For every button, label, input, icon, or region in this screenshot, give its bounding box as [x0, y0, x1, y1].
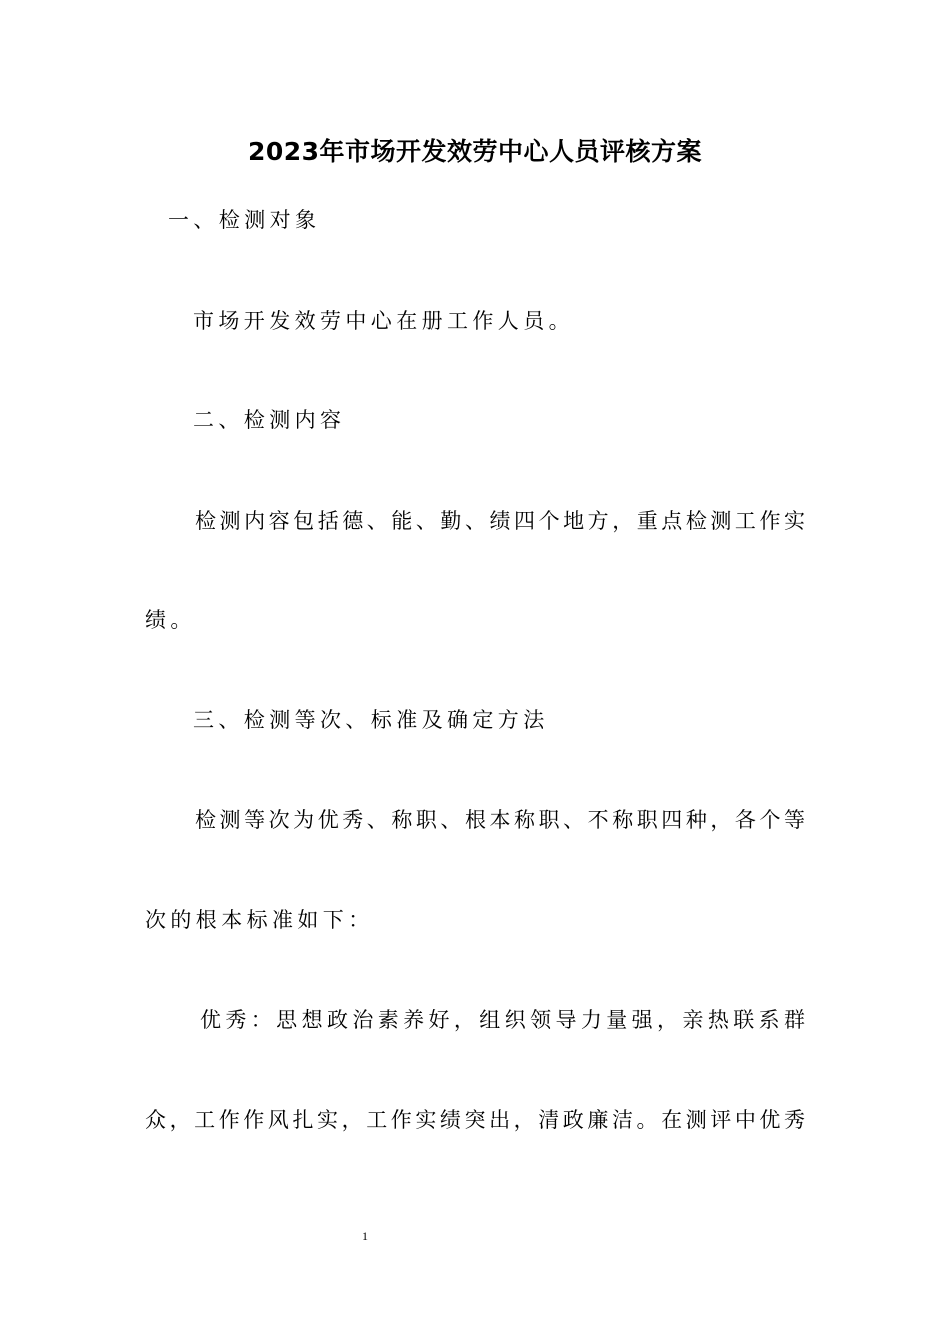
section-heading-1: 一、检测对象 — [168, 208, 321, 232]
paragraph-3-line-2: 次的根本标准如下： — [145, 908, 374, 932]
section-heading-2: 二、检测内容 — [193, 408, 346, 432]
paragraph-3-line-1: 检测等次为优秀、称职、根本称职、不称职四种，各个等 — [195, 808, 805, 832]
document-title: 2023年市场开发效劳中心人员评核方案 — [247, 137, 703, 166]
paragraph-4-line-1: 优秀：思想政治素养好，组织领导力量强，亲热联系群 — [200, 1008, 805, 1032]
paragraph-2-line-1: 检测内容包括德、能、勤、绩四个地方，重点检测工作实 — [195, 509, 805, 533]
page-number: 1 — [362, 1229, 368, 1243]
section-heading-3: 三、检测等次、标准及确定方法 — [193, 708, 549, 732]
paragraph-4-line-2: 众，工作作风扎实，工作实绩突出，清政廉洁。在测评中优秀 — [145, 1108, 805, 1132]
paragraph-1: 市场开发效劳中心在册工作人员。 — [193, 309, 574, 333]
paragraph-2-line-2: 绩。 — [145, 608, 196, 632]
